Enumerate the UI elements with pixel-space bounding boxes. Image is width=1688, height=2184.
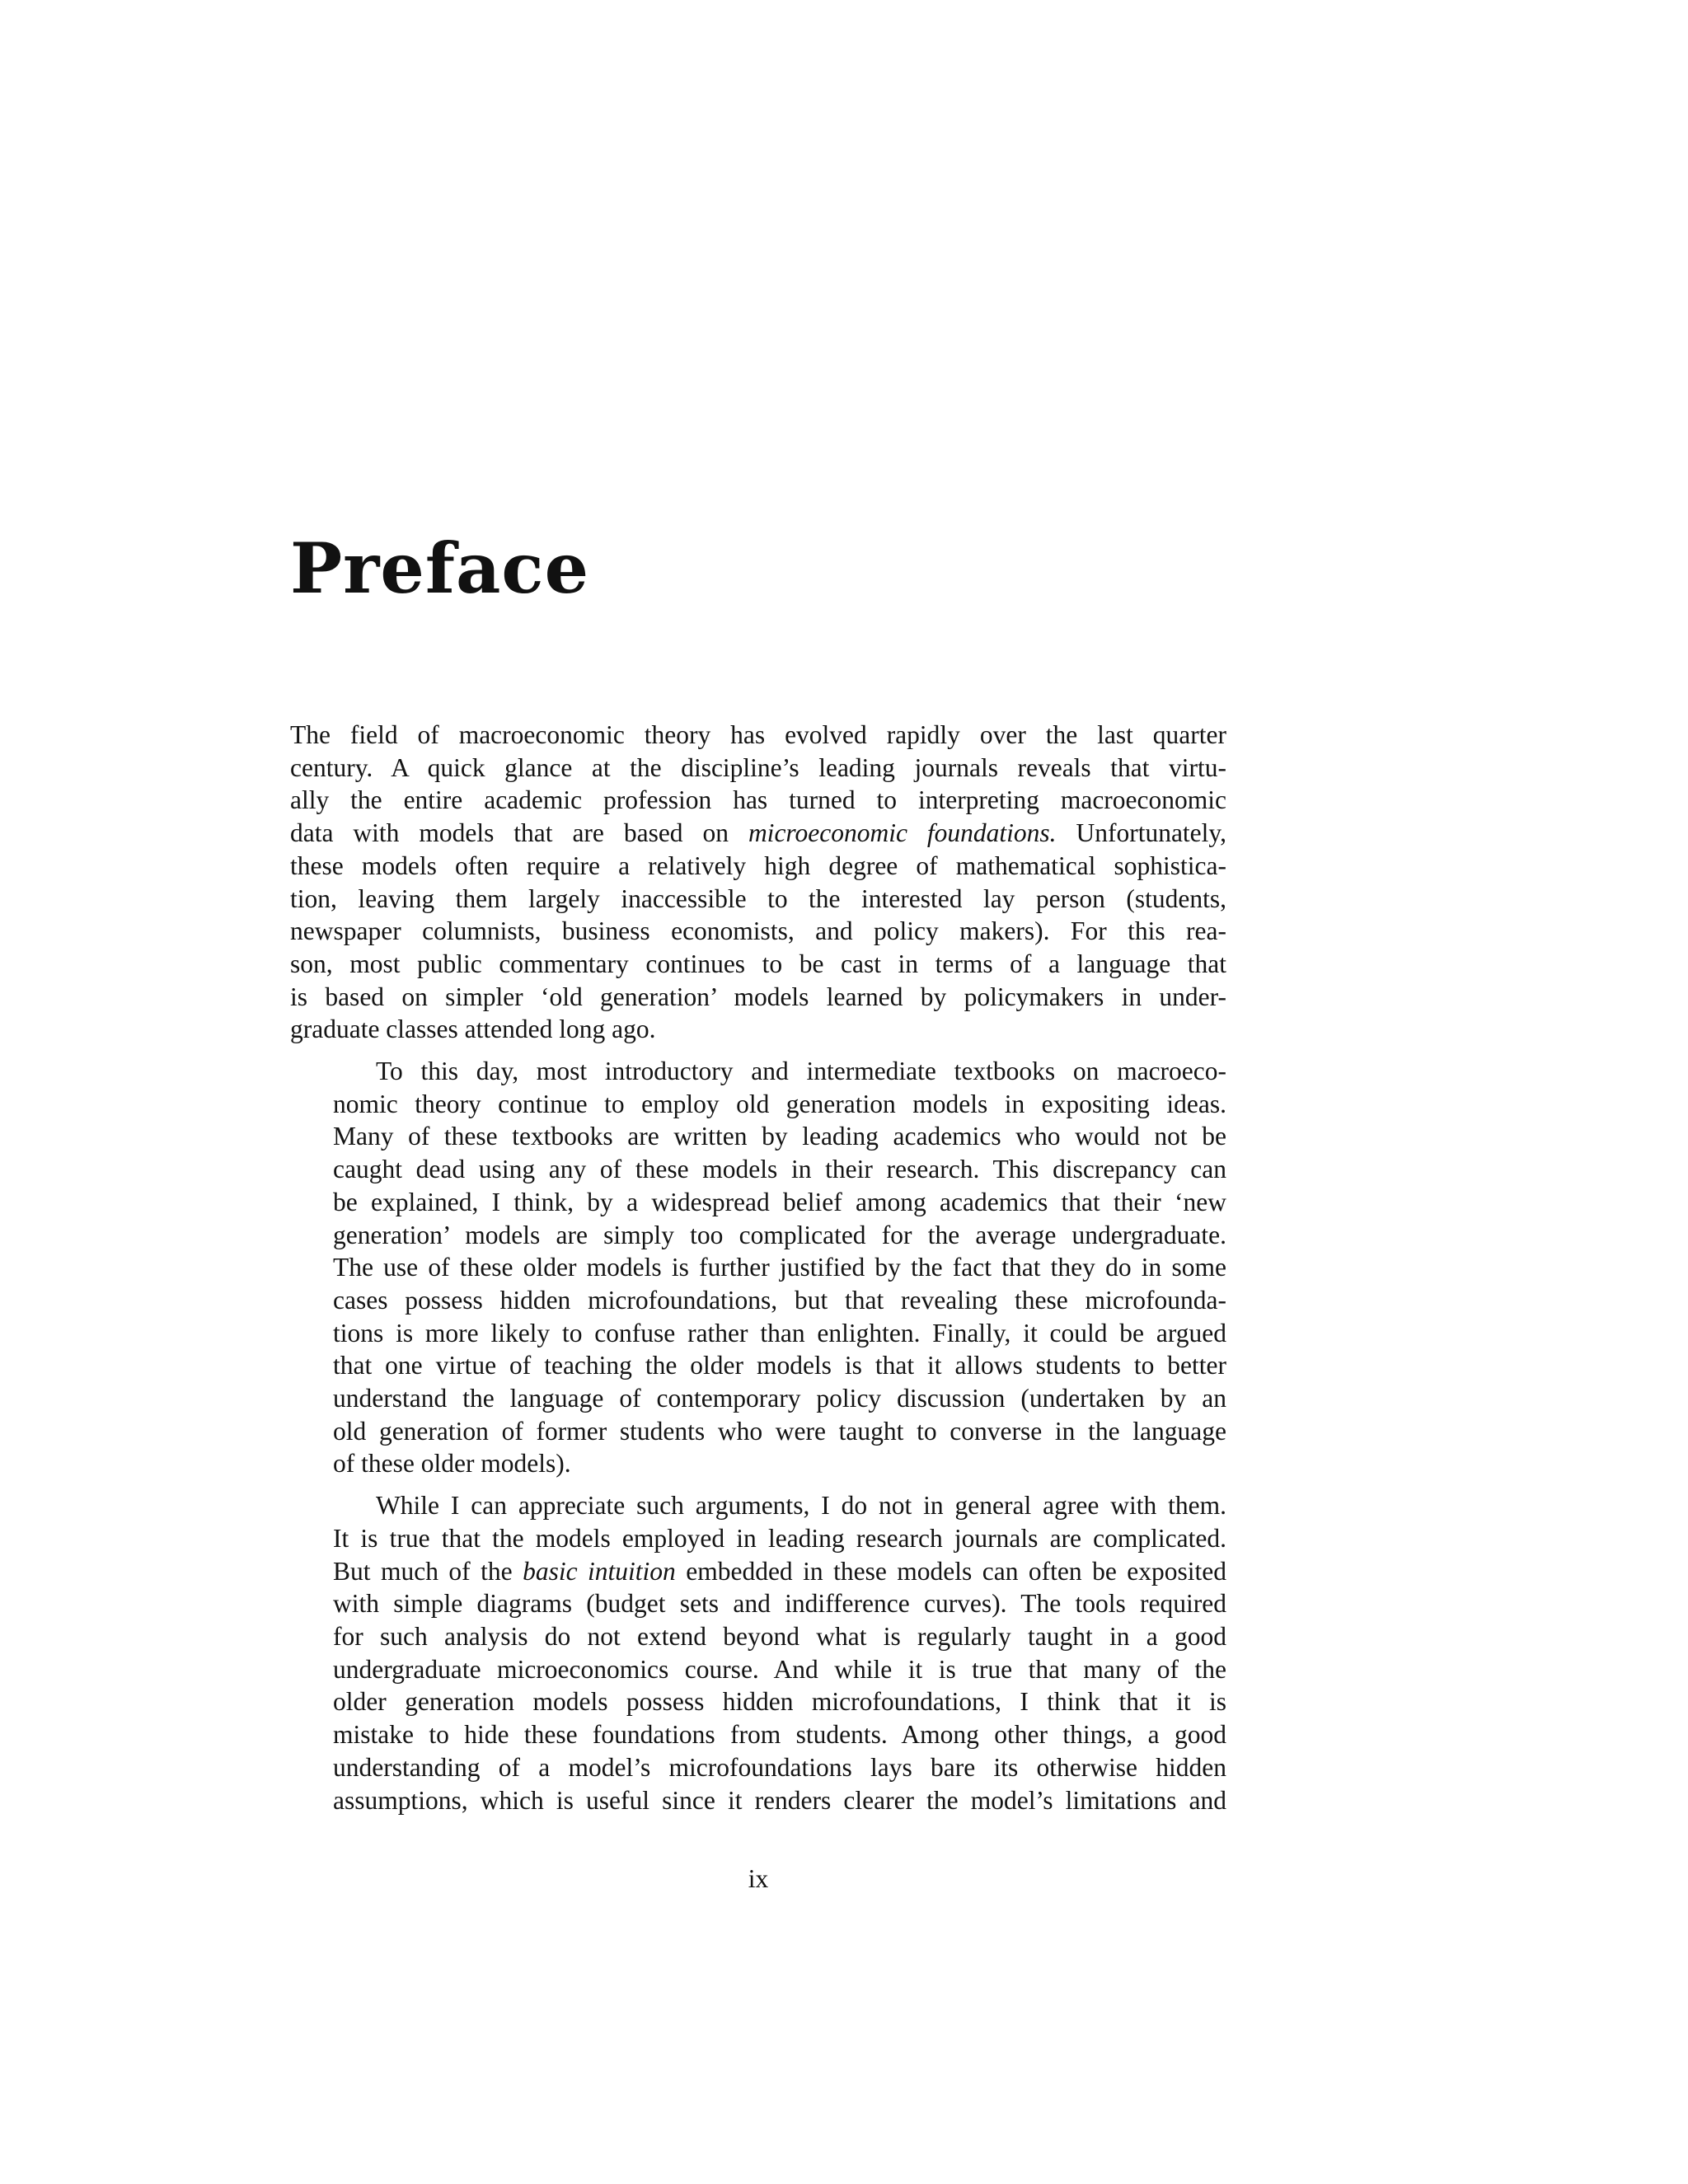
text-line: is based on simpler ‘old generation’ models learned by policymakers in under- (290, 982, 1226, 1011)
text-line: with simple diagrams (budget sets and indifference curves). The tools required (333, 1589, 1226, 1619)
text-line: mistake to hide these foundations from students. Among other things, a good (333, 1720, 1226, 1750)
text-line: The field of macroeconomic theory has evolved rapidly over the last quarter (290, 720, 1226, 749)
text-line: be explained, I think, by a widespread belief among academics that their ‘new (333, 1187, 1226, 1216)
preface-body (290, 719, 1226, 1816)
chapter-title: Preface (290, 527, 590, 609)
text-line: assumptions, which is useful since it renders clearer the model’s limitations and (333, 1785, 1226, 1815)
text-line: generation’ models are simply too complicated for the average undergraduate. (333, 1220, 1226, 1249)
text-run: Unfortunately, (1056, 818, 1226, 848)
paragraph-1 (290, 719, 1226, 1046)
text-line: nomic theory continue to employ old generation models in expositing ideas. (333, 1089, 1226, 1118)
text-line: The use of these older models is further justified by the fact that they do in some (333, 1253, 1226, 1282)
text-line: It is true that the models employed in leading research journals are complicated. (333, 1523, 1226, 1553)
text-line: older generation models possess hidden microfoundations, I think that it is (333, 1687, 1226, 1717)
text-line: ally the entire academic profession has turned to interpreting macroeconomic (290, 785, 1226, 815)
text-line: newspaper columnists, business economists, and policy makers). For this rea- (290, 916, 1226, 946)
text-line: caught dead using any of these models in their research. This discrepancy can (333, 1155, 1226, 1184)
text-line: While I can appreciate such arguments, I do not in general agree with them. (376, 1491, 1226, 1521)
page-number: ix (748, 1864, 769, 1893)
emphasis-basic-intuition: basic intuition (523, 1556, 676, 1586)
text-line: of these older models). (333, 1449, 571, 1479)
text-line: Many of these textbooks are written by leading academics who would not be (333, 1122, 1226, 1151)
text-line: understand the language of contemporary policy discussion (undertaken by an (333, 1384, 1226, 1413)
text-line: tions is more likely to confuse rather than enlighten. Finally, it could be argued (333, 1318, 1226, 1347)
text-line: graduate classes attended long ago. (290, 1015, 656, 1044)
text-line-with-emphasis (290, 1555, 1226, 1588)
paragraph-2 (290, 1055, 1226, 1480)
text-run: embedded in these models can often be exposited (675, 1556, 1227, 1586)
text-run: But much of the (333, 1556, 523, 1586)
text-line: undergraduate microeconomics course. And while it is true that many of the (333, 1654, 1226, 1684)
text-run: data with models that are based on (290, 818, 748, 848)
text-line: that one virtue of teaching the older models is that it allows students to better (333, 1351, 1226, 1380)
text-line: these models often require a relatively high degree of mathematical sophistica- (290, 851, 1226, 880)
text-line: for such analysis do not extend beyond what is regularly taught in a good (333, 1621, 1226, 1651)
text-line: son, most public commentary continues to be cast in terms of a language that (290, 949, 1226, 978)
paragraph-3 (290, 1489, 1226, 1816)
text-line: century. A quick glance at the discipline’s leading journals reveals that virtu- (290, 752, 1226, 782)
emphasis-microeconomic-foundations: microeconomic foundations. (748, 818, 1057, 848)
text-line: understanding of a model’s microfoundations lays bare its otherwise hidden (333, 1752, 1226, 1782)
text-line-with-emphasis (290, 817, 1226, 850)
text-line: cases possess hidden microfoundations, but that revealing these microfounda- (333, 1285, 1226, 1315)
text-line: old generation of former students who were taught to converse in the language (333, 1416, 1226, 1446)
text-line: tion, leaving them largely inaccessible to the interested lay person (students, (290, 883, 1226, 913)
text-line: To this day, most introductory and intermediate textbooks on macroeco- (376, 1057, 1226, 1086)
